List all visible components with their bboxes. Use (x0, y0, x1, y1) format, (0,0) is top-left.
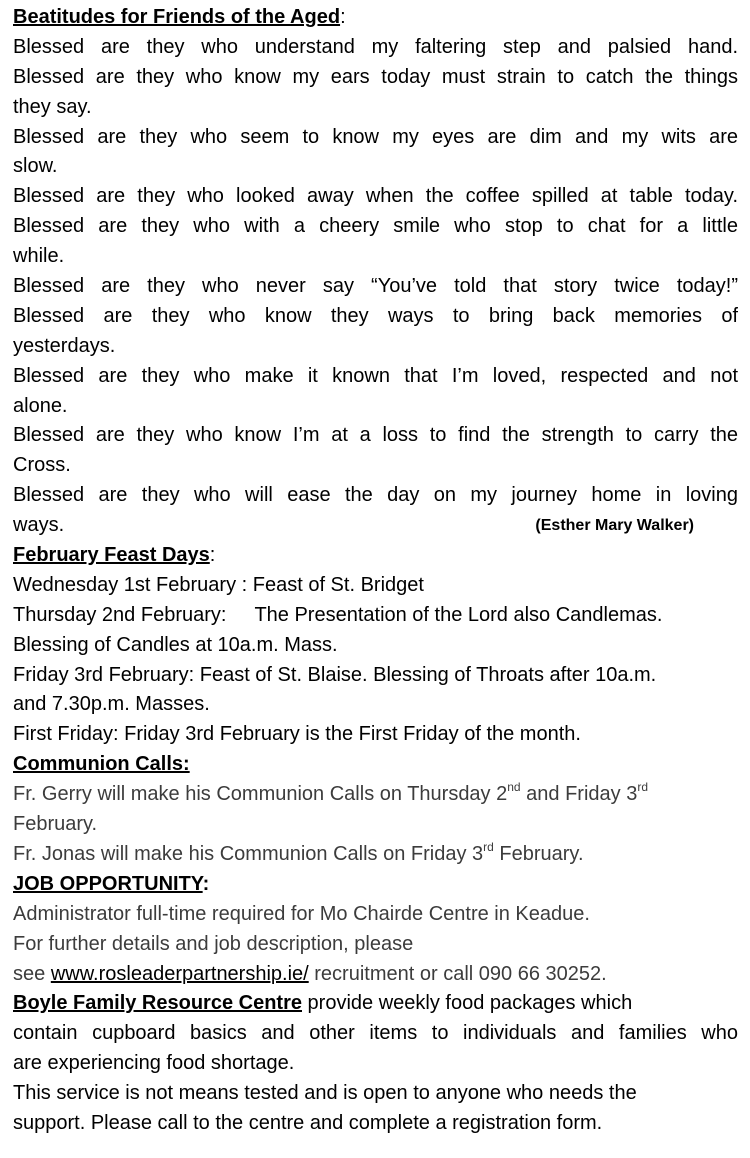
communion-text: Fr. Gerry will make his Communion Calls on Thursday 2 (13, 783, 508, 806)
boyle-line: support. Please call to the centre and complete a registration form. (13, 1111, 603, 1134)
feast-day-line: Wednesday 1st February : Feast of St. Bridget (13, 573, 424, 596)
beatitude-line: ways. (13, 514, 65, 537)
feast-day-desc: The Presentation of the Lord also Candlemas. (254, 603, 663, 626)
beatitude-line: Blessed are they who seem to know my eyes are dim and my wits are (13, 125, 738, 148)
boyle-text: provide weekly food packages which (302, 992, 633, 1015)
ordinal-suffix: nd (507, 780, 521, 795)
communion-text: Fr. Jonas will make his Communion Calls on Friday 3 (13, 842, 484, 865)
communion-heading: Communion Calls: (13, 753, 190, 776)
communion-heading-line (13, 750, 738, 780)
beatitude-line: alone. (13, 394, 68, 417)
beatitude-line: Blessed are they who make it known that I’m loved, respected and not (13, 364, 738, 387)
beatitude-line: Blessed are they who will ease the day on my journey home in loving (13, 484, 738, 507)
beatitude-line: Blessed are they who know my ears today must strain to catch the things (13, 65, 738, 88)
boyle-line: contain cupboard basics and other items to individuals and families who (13, 1022, 738, 1045)
communion-line (13, 840, 738, 870)
boyle-line: are experiencing food shortage. (13, 1052, 295, 1075)
beatitude-line: Blessed are they who know I’m at a loss to find the strength to carry the (13, 424, 738, 447)
feast-day-line: Blessing of Candles at 10a.m. Mass. (13, 633, 338, 656)
boyle-line (13, 989, 738, 1019)
beatitude-line: slow. (13, 155, 58, 178)
job-heading-line (13, 870, 738, 900)
communion-line (13, 780, 738, 810)
website-link[interactable]: www.rosleaderpartnership.ie/ (50, 962, 309, 985)
job-line: For further details and job description, please (13, 932, 414, 955)
author-credit: (Esther Mary Walker) (535, 517, 694, 535)
beatitudes-heading-colon: : (340, 6, 346, 28)
job-heading-colon: : (202, 872, 210, 895)
communion-text: February. (493, 842, 584, 865)
boyle-line: This service is not means tested and is open to anyone who needs the (13, 1082, 637, 1105)
beatitude-line: Blessed are they who never say “You’ve told that story twice today!” (13, 275, 738, 298)
beatitudes-heading: Beatitudes for Friends of the Aged (13, 6, 341, 28)
beatitude-line: Blessed are they who looked away when the coffee spilled at table today. (13, 185, 738, 208)
beatitude-line: Blessed are they who know they ways to bring back memories of (13, 304, 738, 327)
job-line: Administrator full-time required for Mo Chairde Centre in Keadue. (13, 902, 590, 925)
feast-day-line: First Friday: Friday 3rd February is the First Friday of the month. (13, 723, 581, 746)
ordinal-suffix: rd (637, 780, 649, 795)
beatitude-line: yesterdays. (13, 334, 116, 357)
boyle-heading: Boyle Family Resource Centre (13, 992, 302, 1015)
beatitude-last-line (13, 511, 738, 541)
feast-day-line: Friday 3rd February: Feast of St. Blaise. Blessing of Throats after 10a.m. (13, 663, 657, 686)
feast-day-line (13, 601, 738, 631)
job-heading: JOB OPPORTUNITY (13, 872, 203, 895)
beatitude-line: while. (13, 245, 65, 268)
communion-text: and Friday 3 (520, 783, 638, 806)
beatitudes-heading-line (13, 3, 738, 33)
feast-days-heading: February Feast Days (13, 544, 210, 567)
job-text: see (13, 962, 51, 985)
job-text: recruitment or call 090 66 30252. (308, 962, 607, 985)
beatitude-line: Blessed are they who with a cheery smile who stop to chat for a little (13, 215, 738, 238)
job-line (13, 960, 738, 990)
feast-day-line: and 7.30p.m. Masses. (13, 693, 210, 716)
beatitude-line: Blessed are they who understand my faltering step and palsied hand. (13, 35, 738, 58)
feast-days-heading-colon: : (209, 544, 216, 567)
feast-day-date: Thursday 2nd February: (13, 603, 227, 626)
ordinal-suffix: rd (483, 839, 494, 854)
feast-days-heading-line (13, 541, 738, 571)
beatitude-line: Cross. (13, 454, 71, 477)
communion-line: February. (13, 813, 98, 836)
beatitude-line: they say. (13, 95, 92, 118)
